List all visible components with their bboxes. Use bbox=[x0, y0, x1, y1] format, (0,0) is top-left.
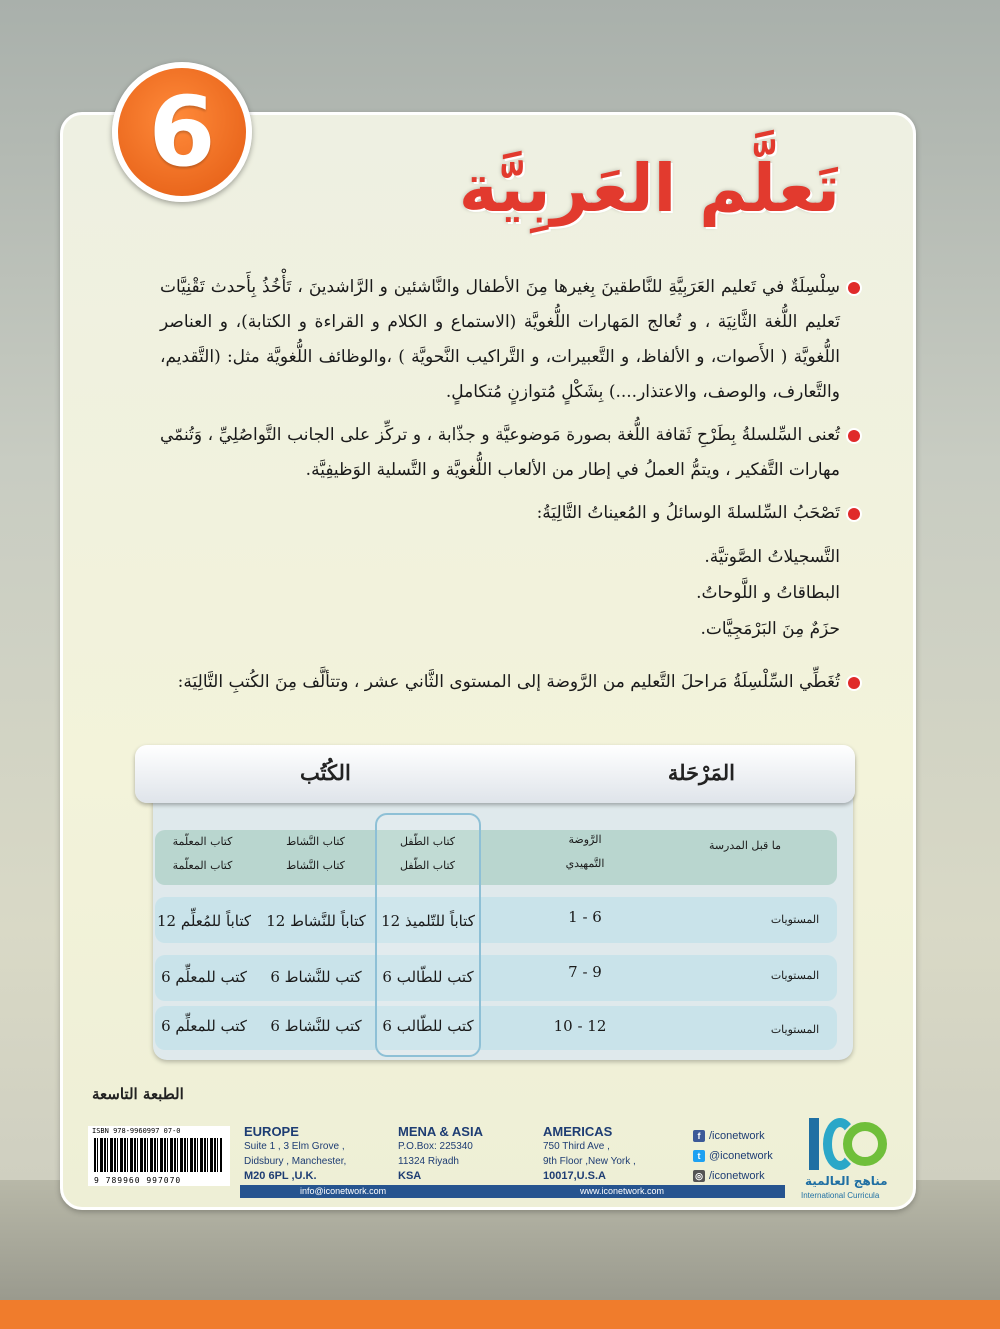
bottom-orange-bar bbox=[0, 1300, 1000, 1329]
address-americas: AMERICAS 750 Third Ave , 9th Floor ,New York , 10017,U.S.A bbox=[543, 1124, 636, 1182]
header-stage: المَرْحَلة bbox=[667, 760, 735, 785]
teacher-books: 6 كتب للمعلِّم bbox=[161, 1017, 247, 1035]
aids-list bbox=[160, 539, 840, 647]
list-item: البطاقاتُ و اللَّوحاتُ. bbox=[696, 583, 840, 603]
instagram-link[interactable]: ◎ /iconetwork bbox=[693, 1166, 773, 1186]
stage-label: ما قبل المدرسة bbox=[708, 839, 782, 852]
levels-label: المستويات bbox=[770, 1023, 820, 1036]
teacher-books: 6 كتب للمعلِّم bbox=[161, 968, 247, 986]
email-link[interactable]: info@iconetwork.com bbox=[300, 1186, 387, 1196]
teacher-book: كتاب المعلّمة bbox=[172, 835, 233, 848]
level-range: 1 - 6 bbox=[568, 908, 602, 926]
levels-label: المستويات bbox=[770, 969, 820, 982]
publisher-logo: مناهج العالمية International Curricula bbox=[795, 1112, 895, 1202]
bullet-3: تَصْحَبُ السِّلسلةَ الوسائلُ و المُعيناتُ التَّالِيَةُ: bbox=[160, 496, 840, 531]
book-title: تَعلَّم العَربِيَّة bbox=[458, 150, 840, 227]
activity-books: 6 كتب للنَّشاط bbox=[270, 968, 362, 986]
edition-label: الطبعة التاسعة bbox=[92, 1085, 184, 1103]
social-links bbox=[693, 1126, 773, 1186]
level-badge bbox=[112, 62, 252, 202]
header-books: الكُتُب bbox=[300, 760, 351, 785]
website-link[interactable]: www.iconetwork.com bbox=[580, 1186, 665, 1196]
stage-value: الرَّوضة bbox=[568, 833, 602, 846]
bullet-dot-icon bbox=[848, 282, 860, 294]
level-range: 7 - 9 bbox=[568, 963, 602, 981]
activity-books: 12 كتاباً للنَّشاط bbox=[266, 912, 366, 930]
bullet-dot-icon bbox=[848, 677, 860, 689]
address-mena: MENA & ASIA P.O.Box: 225340 11324 Riyadh KSA bbox=[398, 1124, 483, 1182]
child-book: كتاب الطّفل bbox=[399, 859, 456, 872]
barcode-bars bbox=[94, 1138, 222, 1172]
student-books: 12 كتاباً للتّلميذ bbox=[381, 912, 475, 930]
bullet-dot-icon bbox=[848, 430, 860, 442]
table-header bbox=[135, 745, 855, 803]
isbn-barcode bbox=[88, 1126, 230, 1186]
bullet-1: سِلْسِلَةٌ في تَعليم العَرَبِيَّةِ للنَّاطقينَ بِغيرها مِنَ الأطفال والنَّاشئين و الرَّاشدينَ ، تَأْخُذُ بِأَحدث تَقْنِيَّات تَعليم اللُّغة الثَّانِيَة ، و تُعالج المَهارات اللُّغويَّة (الاستماع و الكلام و القراءة و الكتابة)، و العناصر اللُّغويَّة ( الأَصوات، و الألفاظ، و التَّعبيرات، و التَّراكيب النَّحويَّة ) ،والوظائف اللُّغويَّة مثل: (التَّقديم، والتَّعارف، والوصف، والاعتذار....) بِشَكْلٍ مُتوازنٍ مُتكاملٍ. bbox=[160, 270, 840, 410]
teacher-books: 12 كتاباً للمُعلِّم bbox=[156, 912, 251, 930]
bullet-dot-icon bbox=[848, 508, 860, 520]
bullet-2: تُعنى السِّلسلةُ بِطَرْحِ ثَقافة اللُّغة بصورة مَوضوعيَّة و جذّابة ، و تركِّز على الجانب التَّواصُلِيِّ ، وَتُنمّي مهارات التَّفكير ، ويتمُّ العملُ في إطار من الألعاب اللُّغويَّة و التَّسلية الوَظيفِيَّة. bbox=[160, 418, 840, 488]
facebook-icon: f bbox=[693, 1130, 705, 1142]
level-range: 10 - 12 bbox=[553, 1017, 607, 1035]
activity-books: 6 كتب للنَّشاط bbox=[270, 1017, 362, 1035]
teacher-book: كتاب المعلّمة bbox=[172, 859, 233, 872]
student-books: 6 كتب للطّالب bbox=[382, 968, 474, 986]
twitter-icon: t bbox=[693, 1150, 705, 1162]
student-books: 6 كتب للطّالب bbox=[382, 1017, 474, 1035]
levels-label: المستويات bbox=[770, 913, 820, 926]
barcode-number: 9 789960 997070 bbox=[94, 1176, 182, 1185]
list-item: حزَمٌ مِنَ البَرْمَجِيَّات. bbox=[700, 619, 840, 639]
contact-bar bbox=[240, 1185, 785, 1198]
activity-book: كتاب النَّشاط bbox=[286, 835, 345, 848]
description bbox=[160, 270, 840, 708]
activity-book: كتاب النَّشاط bbox=[286, 859, 345, 872]
twitter-link[interactable]: t @iconetwork bbox=[693, 1146, 773, 1166]
bullet-4: تُغَطِّي السِّلْسِلَةُ مَراحلَ التَّعليم من الرَّوضة إلى المستوى الثَّاني عشر ، وتتألَّف مِنَ الكُتبِ التَّالِيَة: bbox=[160, 665, 840, 700]
facebook-link[interactable]: f /iconetwork bbox=[693, 1126, 773, 1146]
list-item: التَّسجيلاتُ الصَّوتيَّة. bbox=[704, 547, 840, 567]
instagram-icon: ◎ bbox=[693, 1170, 705, 1182]
address-europe: EUROPE Suite 1 , 3 Elm Grove , Didsbury , Manchester, M20 6PL ,U.K. bbox=[244, 1124, 347, 1182]
isbn-text: ISBN 978-9960997 07-0 bbox=[92, 1127, 181, 1135]
child-book: كتاب الطّفل bbox=[399, 835, 456, 848]
stage-value: التَّمهيدي bbox=[565, 857, 605, 870]
level-number: 6 bbox=[148, 76, 216, 188]
